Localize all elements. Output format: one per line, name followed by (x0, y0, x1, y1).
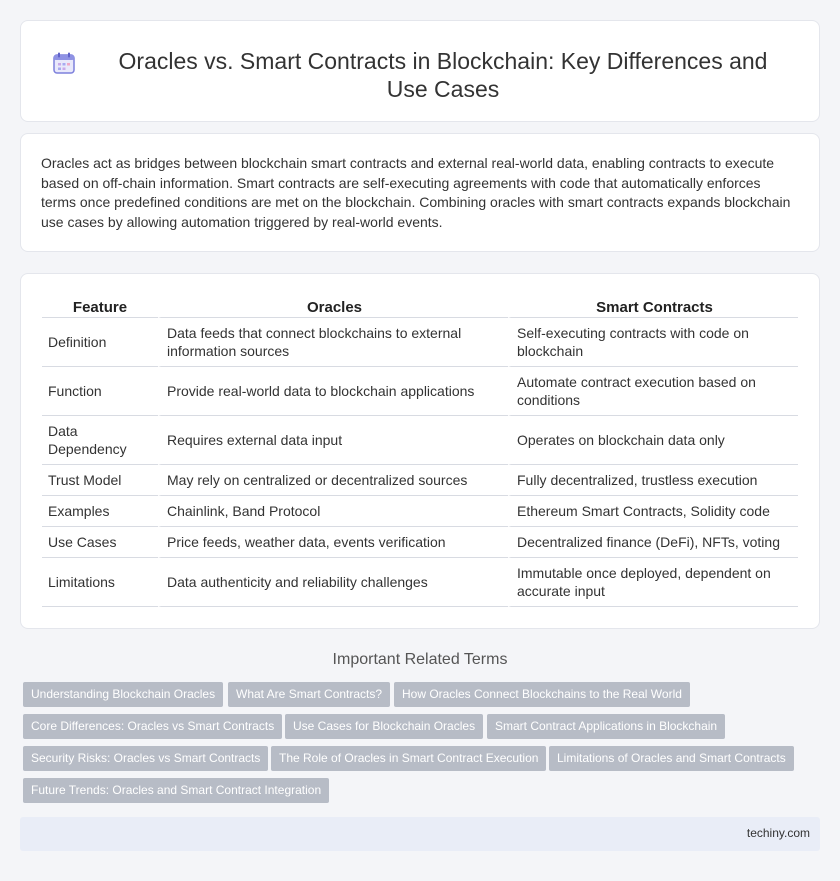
table-row (42, 318, 798, 367)
row-feature: Data Dependency (42, 416, 158, 465)
table-row (42, 558, 798, 607)
comparison-card (20, 273, 820, 629)
related-tag[interactable]: Security Risks: Oracles vs Smart Contracts (23, 746, 268, 771)
related-terms-title: Important Related Terms (332, 651, 508, 668)
table-row (42, 527, 798, 558)
row-oracles: Requires external data input (158, 416, 508, 465)
row-smart-contracts: Self-executing contracts with code on blockchain (508, 318, 798, 367)
table-header-row (42, 296, 798, 318)
comparison-table (42, 296, 798, 607)
related-tag[interactable]: Core Differences: Oracles vs Smart Contracts (23, 714, 282, 739)
row-feature: Function (42, 367, 158, 416)
intro-paragraph: Oracles act as bridges between blockchain smart contracts and external real-world data, enabling contracts to execute based on off-chain information. Smart contracts are self-executing agreements with code that automatically enforces terms once predefined conditions are met on the blockchain. Combining oracles with smart contracts expands blockchain use cases by allowing automation triggered by real-world events. (41, 155, 791, 230)
related-tag[interactable]: Smart Contract Applications in Blockchain (487, 714, 725, 739)
row-oracles: Price feeds, weather data, events verification (158, 527, 508, 558)
header-feature: Feature (42, 296, 158, 318)
calendar-icon (51, 50, 77, 76)
row-smart-contracts: Immutable once deployed, dependent on accurate input (508, 558, 798, 607)
row-oracles: Provide real-world data to blockchain applications (158, 367, 508, 416)
table-row (42, 496, 798, 527)
title-card (20, 20, 820, 122)
table-row (42, 367, 798, 416)
row-feature: Examples (42, 496, 158, 527)
row-feature: Definition (42, 318, 158, 367)
title-wrap (21, 21, 819, 103)
row-feature: Limitations (42, 558, 158, 607)
related-tag[interactable]: What Are Smart Contracts? (228, 682, 390, 707)
related-tag[interactable]: Future Trends: Oracles and Smart Contract Integration (23, 778, 329, 803)
table-row (42, 416, 798, 465)
related-tag[interactable]: Understanding Blockchain Oracles (23, 682, 223, 707)
related-tag[interactable]: How Oracles Connect Blockchains to the Real World (394, 682, 690, 707)
page-title: Oracles vs. Smart Contracts in Blockchain: Key Differences and Use Cases (118, 48, 768, 102)
row-smart-contracts: Automate contract execution based on conditions (508, 367, 798, 416)
row-feature: Use Cases (42, 527, 158, 558)
intro-card (20, 133, 820, 252)
row-oracles: Data feeds that connect blockchains to external information sources (158, 318, 508, 367)
row-smart-contracts: Fully decentralized, trustless execution (508, 465, 798, 496)
row-feature: Trust Model (42, 465, 158, 496)
header-smart-contracts: Smart Contracts (508, 296, 798, 318)
row-oracles: May rely on centralized or decentralized sources (158, 465, 508, 496)
footer-brand[interactable]: techiny.com (746, 826, 810, 840)
related-tag[interactable]: The Role of Oracles in Smart Contract Execution (271, 746, 546, 771)
row-oracles: Data authenticity and reliability challenges (158, 558, 508, 607)
row-smart-contracts: Decentralized finance (DeFi), NFTs, voting (508, 527, 798, 558)
table-row (42, 465, 798, 496)
row-oracles: Chainlink, Band Protocol (158, 496, 508, 527)
row-smart-contracts: Ethereum Smart Contracts, Solidity code (508, 496, 798, 527)
header-oracles: Oracles (158, 296, 508, 318)
related-tag[interactable]: Limitations of Oracles and Smart Contracts (549, 746, 794, 771)
row-smart-contracts: Operates on blockchain data only (508, 416, 798, 465)
footer (20, 817, 820, 851)
related-tag[interactable]: Use Cases for Blockchain Oracles (285, 714, 483, 739)
